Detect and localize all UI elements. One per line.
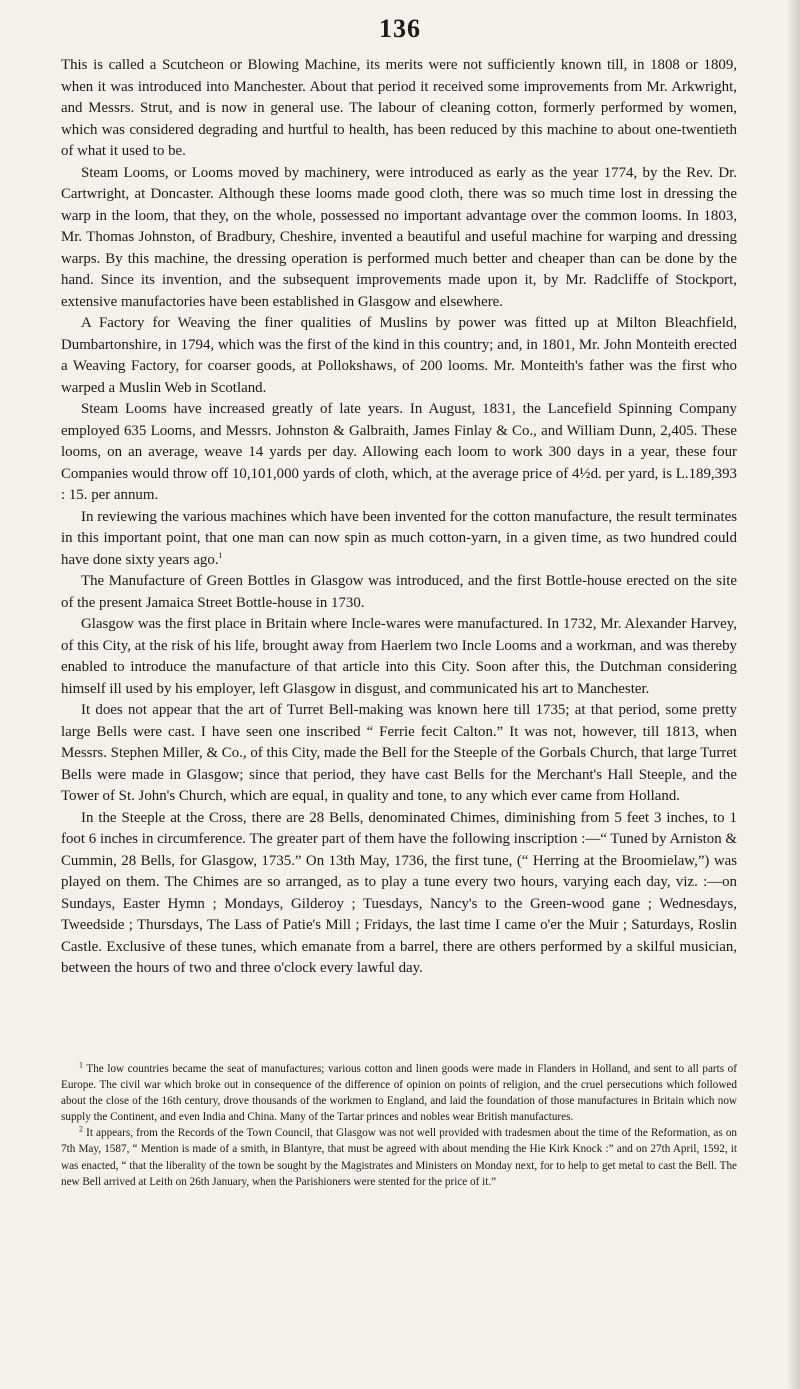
footnote-number: 1 [79,1060,83,1070]
paragraph-with-footnote [61,507,737,572]
paragraph: Steam Looms, or Looms moved by machinery, were introduced as early as the year 1774, by the Rev. Dr. Cartwright, at Doncaster. Although these looms made good cloth, there was so much time lost in dressing the warp in the loom, that they, on the whole, possessed no important advantage over the common looms. In 1803, Mr. Thomas Johnston, of Bradbury, Cheshire, invented a beautiful and useful machine for warping and dressing warps. By this machine, the dressing operation is performed much better and cheaper than can be done by the hand. Since its invention, and the subsequent improvements made upon it, by Mr. Radcliffe of Stockport, extensive manufactories have been established in Glasgow and elsewhere. [61,164,737,310]
footnote-number: 2 [79,1124,83,1134]
paragraph: Steam Looms have increased greatly of late years. In August, 1831, the Lancefield Spinning Company employed 635 Looms, and Messrs. Johnston & Galbraith, James Finlay & Co., and William Dunn, 2,405. These looms, on an average, weave 14 yards per day. Allowing each loom to work 300 days in a year, these four Companies would throw off 10,101,000 yards of cloth, which, at the average price of 4½d. per yard, is L.189,393 : 15. per annum. [61,401,737,503]
paragraph-text: In reviewing the various machines which have been invented for the cotton manufacture, the result terminates in this important point, that one man can now spin as much cotton-yarn, in a given time, as two hundred could have done sixty years ago. [61,508,737,568]
paragraph: Glasgow was the first place in Britain where Incle-wares were manufactured. In 1732, Mr. Alexander Harvey, of this City, at the risk of his life, brought away from Haerlem two Incle Looms and a workman, and was thereby enabled to introduce the manufacture of that article into this City. Soon after this, the Dutchman considering himself ill used by his employer, left Glasgow in disgust, and communicated his art to Manchester. [61,616,737,697]
footnote [61,1061,737,1125]
paragraph: This is called a Scutcheon or Blowing Machine, its merits were not sufficiently known till, in 1808 or 1809, when it was introduced into Manchester. About that period it received some improvements from Mr. Arkwright, and Messrs. Strut, and is now in general use. The labour of cleaning cotton, formerly performed by women, which was considered degrading and hurtful to health, has been reduced by this machine to about one-twentieth of what it used to be. [61,57,737,159]
footnote-text: It appears, from the Records of the Town Council, that Glasgow was not well provided with tradesmen about the time of the Reformation, as on 7th May, 1587, “ Mention is made of a smith, in Blantyre, that must be agreed with about mending the Hie Kirk Knock :” and on 27th April, 1592, it was enacted, “ that the liberality of the town be sought by the Magistrates and Ministers on Monday next, for to help to get metal to cast the Bell. The new Bell arrived at Leith on 26th January, when the Parishioners were stented for the price of it.” [61,1127,738,1188]
paragraph: The Manufacture of Green Bottles in Glasgow was introduced, and the first Bottle-house erected on the site of the present Jamaica Street Bottle-house in 1730. [61,573,737,611]
footnote-text: The low countries became the seat of manufactures; various cotton and linen goods were made in Flanders in Holland, and sent to all parts of Europe. The civil war which broke out in consequence of the difference of opinion on points of religion, and the cruel persecutions which followed about the close of the 16th century, drove thousands of the workmen to England, and laid the foundation of those manufactures in Britain which now supply the Continent, and even India and China. Many of the Tartar princes and nobles wear British manufactures. [61,1063,737,1124]
footnotes [61,1061,737,1190]
body-text [61,55,737,980]
paragraph: A Factory for Weaving the finer qualities of Muslins by power was fitted up at Milton Bleachfield, Dumbartonshire, in 1794, which was the first of the kind in this country; and, in 1801, Mr. John Monteith erected a Weaving Factory, for coarser goods, at Pollokshaws, of 200 looms. Mr. Monteith's father was the first who warped a Muslin Web in Scotland. [61,315,737,396]
page-edge-shadow [786,0,800,1389]
paragraph: It does not appear that the art of Turret Bell-making was known here till 1735; at that period, some pretty large Bells were cast. I have seen one inscribed “ Ferrie fecit Calton.” It was not, however, till 1813, when Messrs. Stephen Miller, & Co., of this City, made the Bell for the Steeple of the Gorbals Church, that large Turret Bells were made in Glasgow; since that period, they have cast Bells for the Merchant's Hall Steeple, and the Tower of St. John's Church, which are equal, in quality and tone, to any which ever came from Holland. [61,702,737,804]
page-number: 136 [379,14,421,43]
footnote [61,1125,737,1189]
footnote-marker: 1 [218,550,223,560]
paragraph: In the Steeple at the Cross, there are 28 Bells, denominated Chimes, diminishing from 5 feet 3 inches, to 1 foot 6 inches in circumference. The greater part of them have the following inscription :—“ Tuned by Arniston & Cummin, 28 Bells, for Glasgow, 1735.” On 13th May, 1736, the first tune, (“ Herring at the Broomielaw,”) was played on them. The Chimes are so arranged, as to play a tune every two hours, varying each day, viz. :—on Sundays, Easter Hymn ; Mondays, Gilderoy ; Tuesdays, Nancy's to the Green-wood gane ; Wednesdays, Tweedside ; Thursdays, The Lass of Patie's Mill ; Fridays, the last time I came o'er the Muir ; Saturdays, Roslin Castle. Exclusive of these tunes, which emanate from a barrel, there are others performed by a skilful musician, between the hours of two and three o'clock every lawful day. [61,809,737,976]
